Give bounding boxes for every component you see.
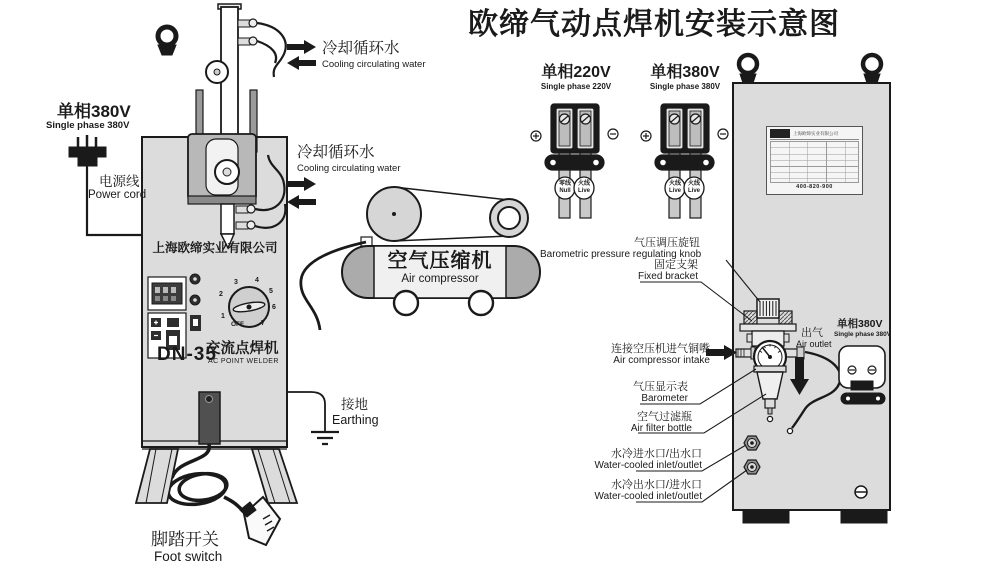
arrow-left-icon	[287, 56, 316, 70]
welder-front	[69, 4, 339, 545]
knob-pos-4: 4	[255, 277, 259, 284]
knob-pos-off: OFF	[231, 321, 244, 328]
wheel-icon	[469, 291, 493, 315]
label-cooling-mid-zh: 冷却循环水	[297, 144, 375, 161]
label-compressor-en: Air compressor	[401, 273, 479, 285]
rating-plate	[766, 126, 863, 195]
label-power-cord-zh: 电源线	[99, 174, 140, 189]
label-cooling-top-en: Cooling circulating water	[322, 59, 426, 70]
eye-bolt-icon	[739, 55, 757, 73]
label-p380-en: Single phase 380V	[649, 82, 721, 91]
label-intake-en: Air compressor intake	[613, 355, 710, 366]
brand-logo	[770, 129, 790, 138]
arrow-right-icon	[287, 177, 316, 191]
water-fitting-icon	[744, 460, 760, 474]
terminal-220v	[531, 104, 618, 218]
label-water-out-zh: 水冷出水口/进水口	[610, 479, 702, 491]
tag-live: 火线 Live	[668, 181, 681, 194]
tag-live: 火线 Live	[687, 181, 700, 194]
label-p220-en: Single phase 220V	[540, 82, 612, 91]
arrow-left-icon	[287, 195, 316, 209]
knob-pos-5: 5	[269, 288, 273, 295]
page-title: 欧缔气动点焊机安装示意图	[468, 8, 840, 41]
label-foot-switch-zh: 脚踏开关	[151, 530, 219, 549]
rating-plate-hotline: 400-820-900	[796, 184, 833, 190]
label-cooling-top-zh: 冷却循环水	[322, 40, 400, 57]
fixed-bracket	[740, 324, 796, 331]
arrow-right-icon	[287, 40, 316, 54]
intake-pipe	[736, 347, 755, 359]
company-name: 上海欧缔实业有限公司	[152, 241, 278, 255]
knob-pos-2: 2	[219, 291, 223, 298]
label-air-outlet-en: Air outlet	[796, 339, 832, 349]
label-phase380-left-zh: 单相380V	[57, 102, 131, 121]
label-intake-zh: 连接空压机进气铜嘴	[611, 343, 710, 355]
eye-bolt-icon	[863, 55, 881, 73]
tag-live: 火线 Live	[577, 181, 590, 194]
knob-pos-7: 7	[261, 320, 265, 327]
label-phase380-right-en: Single phase 380V	[834, 331, 892, 338]
cooling-arrows	[287, 40, 316, 209]
label-water-in-en: Water-cooled inlet/outlet	[594, 460, 702, 471]
label-phase380-right-zh: 单相380V	[837, 318, 883, 330]
model-number: DN-35	[157, 344, 217, 365]
label-p220-zh: 单相220V	[541, 64, 611, 81]
water-fitting-icon	[744, 436, 760, 450]
rating-plate-table	[770, 141, 859, 183]
label-air-filter-en: Air filter bottle	[630, 423, 692, 434]
label-fixed-bracket-zh: 固定支架	[654, 259, 698, 271]
label-water-in-zh: 水冷进水口/出水口	[610, 448, 702, 460]
knob-pos-6: 6	[272, 304, 276, 311]
label-barometer-zh: 气压显示表	[633, 381, 688, 393]
label-earthing-zh: 接地	[341, 397, 368, 412]
label-phase380-left-en: Single phase 380V	[46, 120, 130, 131]
label-regulating-knob-en: Barometric pressure regulating knob	[540, 249, 702, 260]
eye-bolt-icon	[158, 27, 176, 45]
wheel-icon	[394, 291, 418, 315]
label-cooling-mid-en: Cooling circulating water	[297, 163, 401, 174]
label-foot-switch-en: Foot switch	[154, 549, 223, 564]
label-power-cord-en: Power cord	[88, 189, 147, 201]
terminal-380v	[641, 104, 728, 218]
rating-plate-company: 上海欧缔实业有限公司	[793, 130, 838, 136]
label-fixed-bracket-en: Fixed bracket	[637, 271, 698, 282]
label-p380-zh: 单相380V	[650, 64, 720, 81]
label-compressor-zh: 空气压缩机	[387, 250, 493, 272]
label-water-out-en: Water-cooled inlet/outlet	[594, 491, 702, 502]
label-air-outlet-zh: 出气	[801, 327, 823, 339]
bracket-pad	[779, 311, 792, 324]
knob-pos-3: 3	[234, 279, 238, 286]
model-name-en: AC POINT WELDER	[208, 358, 279, 365]
right-plug-380v	[839, 346, 885, 404]
label-barometer-en: Barometer	[641, 393, 688, 404]
knob-pos-1: 1	[221, 313, 225, 320]
bracket-pad	[744, 311, 757, 324]
model-name-zh: 交流点焊机	[206, 341, 279, 357]
tag-null: 零线 Null	[558, 181, 571, 194]
label-earthing-en: Earthing	[332, 413, 379, 427]
label-air-filter-zh: 空气过滤瓶	[637, 411, 692, 423]
label-regulating-knob-zh: 气压调压旋钮	[634, 237, 700, 249]
